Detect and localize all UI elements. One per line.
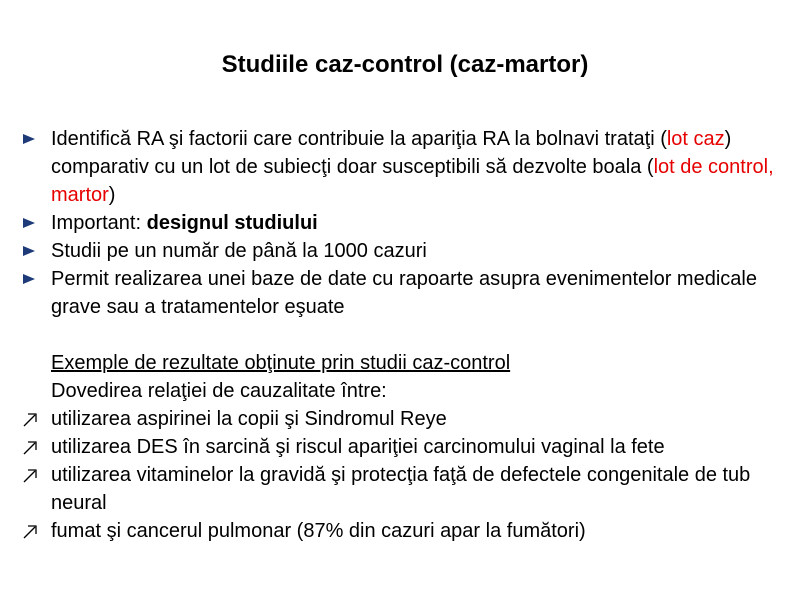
bullet-text: Important: [51,212,147,234]
main-bullet-list [51,125,791,321]
main-bullet-item [51,237,791,265]
arrow-bullet-icon [22,433,42,461]
triangle-bullet-icon [22,237,42,265]
slide-title: Studiile caz-control (caz-martor) [221,51,589,78]
examples-intro: Dovedirea relaţiei de cauzalitate între: [51,380,387,402]
arrow-bullet-icon [22,517,42,545]
triangle-bullet-icon [22,209,42,237]
examples-intro-item [51,377,791,405]
example-text: utilizarea aspirinei la copii şi Sindromul Reye [51,408,447,430]
spacer [51,321,791,349]
main-bullet-item [51,265,791,321]
examples-list [51,405,791,545]
example-text: utilizarea vitaminelor la gravidă şi protecţia faţă de defectele congenitale de tub neural [51,464,751,514]
main-bullet-item [51,209,791,237]
example-item [51,517,791,545]
bullet-text: Identifică RA şi factorii care contribuie la apariţia RA la bolnavi trataţi ( [51,128,667,150]
example-item [51,405,791,433]
example-text: utilizarea DES în sarcină şi riscul apariţiei carcinomului vaginal la fete [51,436,665,458]
examples-heading-item [51,349,791,377]
examples-heading: Exemple de rezultate obţinute prin studii caz-control [51,352,511,374]
example-item [51,433,791,461]
bold-term: designul studiului [146,212,318,234]
main-bullet-item [51,125,791,209]
highlighted-term: lot caz [666,128,725,150]
slide-body [51,125,791,545]
bullet-text: Permit realizarea unei baze de date cu rapoarte asupra evenimentelor medicale grave sau a tratamentelor eşuate [51,268,757,318]
bullet-text: Studii pe un număr de până la 1000 cazuri [51,240,427,262]
triangle-bullet-icon [22,125,42,153]
example-text: fumat şi cancerul pulmonar (87% din cazuri apar la fumători) [51,520,586,542]
highlighted-term: lot de control, martor [51,156,774,206]
triangle-bullet-icon [22,265,42,293]
arrow-bullet-icon [22,405,42,433]
bullet-text: ) comparativ cu un lot de subiecţi doar susceptibili să dezvolte boala ( [51,128,732,178]
arrow-bullet-icon [22,461,42,489]
bullet-text: ) [108,184,116,206]
example-item [51,461,791,517]
